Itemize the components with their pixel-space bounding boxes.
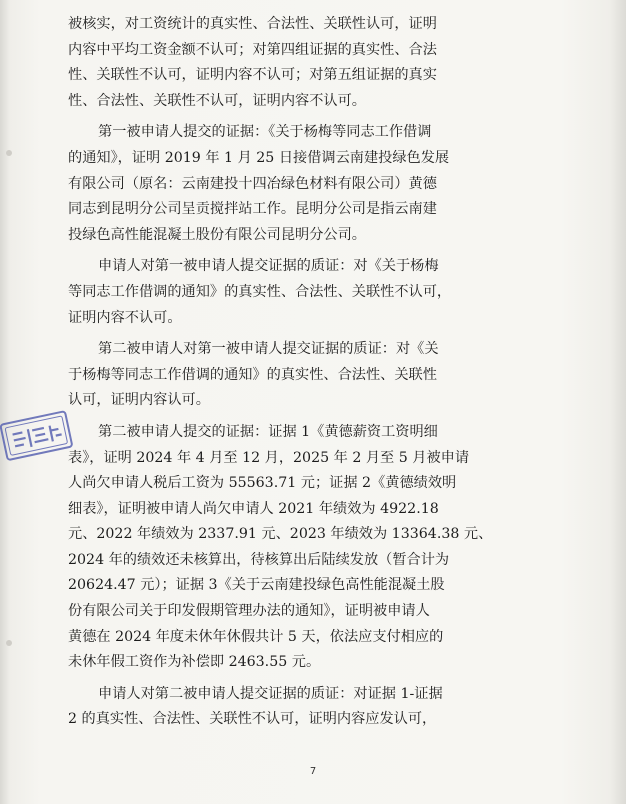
text-line: 申请人对第一被申请人提交证据的质证：对《关于杨梅 (98, 258, 439, 275)
text-line: 2 的真实性、合法性、关联性不认可，证明内容应发认可， (68, 711, 437, 728)
text-line: 份有限公司关于印发假期管理办法的通知》，证明被申请人 (68, 603, 430, 620)
paragraph-p4 (68, 337, 588, 414)
text-line: 内容中平均工资金额不认可；对第四组证据的真实性、合法 (68, 41, 437, 58)
paragraph-p2 (68, 120, 588, 248)
text-line: 性、合法性、关联性不认可，证明内容不认可。 (68, 92, 366, 109)
text-line: 2024 年的绩效还未核算出，待核算出后陆续发放（暂合计为 (68, 551, 450, 568)
text-line: 表》，证明 2024 年 4 月至 12 月，2025 年 2 月至 5 月被申请 (68, 449, 470, 466)
text-line: 未休年假工资作为补偿即 2463.55 元。 (68, 654, 321, 671)
text-line: 细表》，证明被申请人尚欠申请人 2021 年绩效为 4922.18 (68, 500, 439, 517)
paragraph-p3 (68, 254, 588, 331)
paragraph-p6 (68, 682, 588, 733)
punch-hole (6, 150, 12, 156)
text-line: 的通知》，证明 2019 年 1 月 25 日接借调云南建投绿色发展 (68, 149, 450, 166)
text-line: 第二被申请人对第一被申请人提交证据的质证：对《关 (98, 341, 439, 358)
text-line: 投绿色高性能混凝土股份有限公司昆明分公司。 (68, 226, 366, 243)
text-line: 20624.47 元）；证据 3《关于云南建投绿色高性能混凝土股 (68, 577, 445, 594)
text-line: 申请人对第二被申请人提交证据的质证：对证据 1-证据 (98, 685, 443, 702)
text-line: 认可，证明内容认可。 (68, 392, 210, 409)
text-line: 同志到昆明分公司呈贡搅拌站工作。昆明分公司是指云南建 (68, 201, 437, 218)
text-line: 第一被申请人提交的证据：《关于杨梅等同志工作借调 (98, 124, 432, 141)
text-line: 证明内容不认可。 (68, 309, 182, 326)
text-line: 被核实，对工资统计的真实性、合法性、关联性认可，证明 (68, 16, 437, 32)
text-line: 有限公司（原名：云南建投十四冶绿色材料有限公司）黄德 (68, 175, 437, 192)
text-line: 黄德在 2024 年度未休年休假共计 5 天，依法应支付相应的 (68, 628, 444, 645)
page-number: 7 (309, 766, 317, 777)
text-line: 元、2022 年绩效为 2337.91 元、2023 年绩效为 13364.38 元、 (68, 526, 493, 543)
text-line: 人尚欠申请人税后工资为 55563.71 元；证据 2《黄德绩效明 (68, 475, 457, 492)
seal-stamp-icon (0, 404, 74, 474)
text-line: 于杨梅等同志工作借调的通知》的真实性、合法性、关联性 (68, 366, 437, 383)
text-line: 等同志工作借调的通知》的真实性、合法性、关联性不认可， (68, 283, 452, 300)
text-line: 第二被申请人提交的证据：证据 1《黄德薪资工资明细 (98, 423, 438, 440)
text-line: 性、关联性不认可，证明内容不认可；对第五组证据的真实 (68, 67, 437, 84)
document-body (68, 12, 588, 739)
paragraph-p5 (68, 420, 588, 676)
paragraph-p1 (68, 12, 588, 114)
punch-hole (6, 640, 12, 646)
